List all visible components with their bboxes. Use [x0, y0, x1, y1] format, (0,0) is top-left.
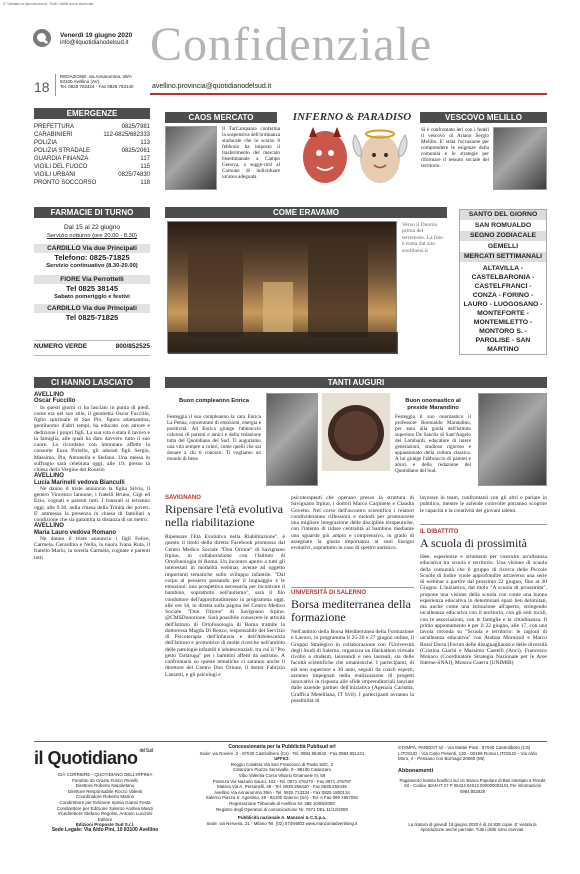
article1-col2: psicoterapeuti che operano presso la struttura di Savignano Irpino, i dottori Marco Carpinete e Claudia Govetto. Nel corso dell'incontro scientifico i relatori condivideranno riflessioni e metodi per promuovere una migliore integrazione delle discipline terapeutiche, con l'intento di ridare centralità al bambino mediante uno sguardo più ampio e comprensivo, in grado di assegnare la giusta importanza ai suoi bisogni evolutivi, soprattutto in caso di spettro autistico. — [291, 495, 414, 551]
copyright-note: © Vietata la riproduzione. Tutti i diritti sono riservati — [3, 1, 94, 6]
footer-publicity: Concessionaria per la Pubblicità Publisud srl Sede: via Rovere, 2 - 87040 Castrolibero (Cs) - Tel. 0984 854042 - Fax 0984 851241 UFFICI: Reggio Calabria Via San Francesco di Paola 16/C, 2 Catanzaro Piazza Serravalle, 9 - 88100 Catanzaro Vibo Valentia Corso Vittorio Emanuele III, 58 Potenza Via Nazario Sauro, 102 - Tel. 0971 476470 - Fax 0971 476797 Matera Via A. Persanelli, 48 - Tel. 0835 256440 - Fax 0835 256446 Avellino Via Annarumma 39/A - Tel. 0825 713334 - Fax 0825 1800134 Salerno Piazza S. Agostino, 29 - 84100 Salerno (SA) - Tel. e Fax 089 2967081 Registrazione Tribunale di Avellino Nr. 388 10/05/2000 Registro degli Operatori di comunicazione Nr. 7671 DEL 11/12/2000 Pubblicità nazionale A. Manzoni & C.S.p.a. Sede: via Nervesa, 21 - Milano Tel. (02) 57494802 www.manzoniadvertising.it — [199, 744, 365, 826]
quotidiano-logo-icon — [33, 29, 51, 47]
pharmacy-name: CARDILLO Via due Principati — [34, 304, 150, 313]
inferno-paradiso-header: INFERNO & PARADISO — [292, 111, 412, 123]
emergenze-list: PREFETTURA 0825/7981 CARABINIERI 112-0825/682333 POLIZIA 113 POLIZIA STRADALE 0825/2061 GUARDIA FINANZA 117 VIGILI DEL FUOCO 115 VIGILI URBANI 0825/74830 PRONTO SOCCORSO 118 — [34, 124, 150, 186]
vescovo-header: VESCOVO MELILLO — [420, 112, 547, 123]
article3-headline: A scuola di prossimità — [420, 536, 527, 550]
cake-illustration — [322, 393, 390, 471]
pharmacy-phone: Tel 0825 38145 — [66, 284, 118, 293]
footer-rule — [34, 741, 547, 742]
footer-stampa: STAMPA: PANEDIT srl - Via Mattei Prati - 87040 Castrolibero (CS) LITOSUD - Via Carlo Pesenti, 130 - 00156 Roma LITOSUD - Via Aldo Moro, 4 - Pessano con Bornago 20060 (MI) — [398, 745, 537, 762]
farmacie-service: Servizio notturno (ore 20.00 - 8.30) — [47, 233, 137, 239]
tiratura-text: La tiratura di giovedì 18 giugno 2020 è di 24.838 copie. E' vietata la riproduzione anche parziale. Tutti i diritti sono riservati. — [408, 822, 537, 833]
pharmacy-phone: Tel 0825-71825 — [65, 313, 119, 322]
farmacie-list — [34, 244, 150, 322]
article1-headline: Ripensare l'età evolutiva nella riabilitazione — [165, 502, 284, 529]
auguri-left-head: Buon compleanno Enrica — [179, 398, 249, 404]
markets-list: ALTAVILLA - CASTELBARONIA - CASTELFRANCI - CONZA - FORINO - LAURO - LUOGOSANO - MONTEFORTE - MONTEMILETTO - MONTORO S. - PAROLISE - SAN MARTINO — [463, 265, 543, 353]
pharmacy-name: FIORE Via Perrottelli — [34, 275, 150, 284]
caos-mercato-text: Il TarCampania conferma la sospensiva dell'ordinanza sindacale che lo scorso 8 febbraio ha imposto il trasferimento del mercato bisettimanale a Campo Genova, a sugge-rirsi al Comune di individuare un'area adeguata — [222, 126, 280, 180]
farmacie-header: FARMACIE DI TURNO — [34, 207, 150, 218]
pharmacy-phone: Telefono: 0825-71825 — [54, 253, 130, 262]
page-title: Confidenziale — [150, 18, 433, 71]
devil-angel-illustration — [295, 125, 410, 190]
auguri-header: TANTI AUGURI — [165, 377, 547, 388]
farmacie-period: Dal 15 al 22 giugno — [63, 224, 120, 231]
auguri-right-head: Buon onomastico al preside Marandino — [405, 398, 461, 411]
santo-name: SAN ROMUALDO — [474, 222, 532, 229]
auguri-left-text: Festeggia il suo compleanno la cara Enrica La Penna, concentrato di emozioni, energia e positività. Ad Enrica giunge l'abbraccio calorosi di parenti e amici e della redazione tutta del Quotidiano del Sud. Ti auguriamo una vita sempre a colori, come quelli che sai donare a chi ti conosce. Ti vogliamo un mondo di bene. — [167, 414, 261, 462]
come-eravamo-header: COME ERAVAMO — [165, 207, 447, 218]
pharmacy-note: Sabato pomeriggio e festivi — [54, 294, 130, 300]
lasciato-entries: AVELLINO Oscar Fuccillo In questi giorni ci ha lasciato in punta di piedi, come era nel suo stile, il geometra Oscar Fuccillo, figlio spirituale di San Pio, figura adamantina, gentiluomo d'altri tempi, ha educato con amore e dedizione i propri figli. La sua vita è stata il lavoro e la famiglia, alle quali ha dato davvero tutto il suo cuore. Lo ricordano con immutato affetto la consorte Enza Pirrello, gli adorati figli Sergio, Massimo, Pia, Antonella e Stefano. Una messa in suffragio sarà celebrata oggi, alle 19, presso la chiesa della Vergine del Rosario AVELLINO Lucia Marinelli vedova Bianculli Ne danno il triste annuncio la figlia Silvia, il genero Vincenzo Iannone, i fratelli Bruno, Gigi ed Ezio, cognati e parenti tutti. I funerali si terranno oggi, alle 9.30, nella chiesa della Trinità dei poveri. E' ammessa la presenza in chiesa di familiari a condizione che sia garantita la distanza di un metro. AVELLINO Maria Lauro vedova Romano Ne danno il triste annuncio i figli Felice, Carmela, Gerardina e Nella, la nuora Ivana Ruta, il fratello Mario, la sorella Carmela, cognate e parenti tutti — [34, 392, 150, 561]
lasciato-header: CI HANNO LASCIATO — [34, 377, 150, 388]
divider — [34, 340, 150, 341]
article1-col1: Ripensare l'Età Evolutiva nella Riabilitazione", è questo il titolo della diretta Facebook promossa dal Centro Medico Sociale "Don Orione" di Savignano Irpino, in collaborazione con l'Istituto di Ortofonologia di Roma. Un incontro aperto a tutti gli interessati in modalità webinar, avente ad oggetto importanti tematiche sullo sviluppo infantile. "Dal corpo al pensiero passando per il linguaggio e le emozioni: una prospettiva necessaria per incontrare il bambino, soprattutto nell'autismo", sarà il filo conduttore dell'approfondimento in programma oggi, alle ore 18, in diretta sulla pagina del Centro Medico Sociale "Don Orione" di Savignano Irpino. @CMSDonorione. Sarà possibile conoscere le attività dell'Istituto di Ortofonologia di Roma tramite la dottoressa Magda Di Renzo, responsabile del Servizio di Psicoterapia dell'Infanzia e dell'Adolescenza dell'Istituto e promotrice di molte ricerche nell'ambito delle patologie infantili e adolescenziali, tra cui il "Pro getto Tartaruga" per i bambini affetti da autismo. A confrontarsi su queste tematiche ci saranno anche il direttore del Centro Don Orione, il dottor Fabrizio Lanzetti, e gli psicologi e — [165, 534, 285, 678]
article3-kicker: IL DIBATTITO — [420, 529, 459, 535]
footer-logo: il Quotidiano $^{del Sud}$ — [34, 748, 153, 768]
article1-kicker: SAVIGNANO — [165, 495, 201, 501]
redazione-info: REDAZIONE: via Annarumma, 39/A 83100 Avellino (AV) Tel. 0825 783424 - Fax 0825 783140 — [60, 74, 134, 90]
footer-staff: GIÀ CORRIERE - QUOTIDIANO DELL'IRPINIA Fondato da Orazio Fusco Pirrello Direttore Roberto Napoletano Direttore Responsabile Rocco Valenti Coordinatore Roberto Marino Condirettore per Edizione Irpinia Gianni Festa Condirettore per Edizione Salerno Andrea Manzi Vicedirettore Stefano Regolini, Antonio Lucchini Editore Edizioni Proposte Sud S.r.l. Sede Legale: Via Aldo Pini, 10 83100 Avellino — [51, 772, 159, 833]
caos-mercato-header: CAOS MERCATO — [165, 112, 277, 123]
article2-text: Nell'ambito della Borsa Mediterranea della Formazione e Lavoro, in programma il 25-26 e 27 giugno online, il Gruppo Strategico in collaborazione con l'Università degli Studi di Salerno, organizza un Hackathon virtuale rivolto a studenti, laureandi e neo laureati, sia delle facoltà scientifiche che umanistiche. I partecipanti, di età non superiore a 30 anni, seguiti da coach esperti, saranno impegnati nella realizzazione di progetti innovativi in risposta alle sfide imprenditoriali lanciate dalle aziende partner dell'iniziativa (Agenzia Carisma, Graffica Metelliana, IT Svil). I partecipanti avranno la possibilità di — [291, 629, 414, 704]
article2-headline: Borsa mediterranea della formazione — [291, 597, 411, 624]
emergenze-header: EMERGENZE — [34, 108, 150, 119]
markets-header: MERCATI SETTIMANALI — [460, 252, 546, 262]
auguri-right-text: Festeggia il suo onomastico il professore Romualdo Marandino, per anni alla guida dell'istituto superiore De Sanctis di Sant'Angelo dei Lombardi, educatore di intere generazioni, studioso rigoroso e appassionato della cultura classica. A lui giunge l'abbraccio di parenti e amici e della redazione del Quotidiano del Sud. — [395, 414, 471, 474]
provincia-email[interactable]: avellino.provincia@quotidianodelsud.it — [152, 83, 272, 90]
vescovo-text: Si è confrontato ieri con i fedeli il vescovo di Ariano Sergio Melillo. E' stata l'occasione per comprendere le esigenze della comunità e le strategie per riformare il tessuto sociale del territorio. — [421, 127, 489, 169]
divider — [291, 587, 414, 588]
enrica-photo — [266, 393, 318, 486]
divider — [34, 355, 150, 356]
abbonamenti-text: Pagamento tramite bonifico sul c/c Banca Popolare di Bari intestato a Finedit Srl - Codice IBAN IT 27 P 05424 04012 000000003101 Per informazioni 0984.852828 — [399, 778, 546, 794]
article3-text: Idee, esperienze e strumenti per costruire un'alleanza educativa tra scuola e territorio. Una visione di scuola della comunità che il gruppo di ricerca delle Piccole Scuole di Indire vuole approfondire attraverso una serie di webinar a partire dal prossimo 22 giugno, fino al 30 Giugno. L'iniziativa, dal titolo "A scuola di prossimità", propone una visione della scuola con come una buona esperienza educativa in determinati spazi ben delimitati, ma anche come una istituzione all'aperto, stringendo un'alleanza educativa con il territorio, con gli enti locali, con le associazioni, con le famiglie e la cittadinanza. Il primo appuntamento è per il 22 giugno, alle 17, con una tavola rotonda su "Scuola e territorio: le ragioni di un'alleanza educativa" con Andrea Morniroli e Marco Rossi Doria (Forum delle disuguaglianze e delle diversità (Cristina Giachi e Massimo Castelli (Anci), Francesco Monaco (Coordinatore Strategia Nazionale per le Aree Interne-SNAI), Monica Guerra (UNIMIB) — [420, 554, 547, 667]
historic-photo — [167, 221, 397, 353]
article3-lead: lavorare in team, confrontarsi con gli altri e parlare in pubblico, mentre le aziende coinvolte potranno scoprire le capacità e la creatività dei giovani talenti. — [420, 495, 547, 514]
issue-date: Venerdì 19 giugno 2020 — [60, 32, 133, 39]
divider — [420, 524, 547, 525]
santo-header: SANTO DEL GIORNO — [460, 210, 546, 220]
header-email[interactable]: info@ilquotidianodelsud.it — [60, 40, 129, 46]
divider — [55, 74, 56, 96]
abbonamenti-label: Abbonamenti — [398, 768, 434, 774]
zodiac-header: SEGNO ZODIACALE — [460, 231, 546, 241]
pharmacy-note: Servizio continuativo (8.30-20.00) — [46, 263, 138, 269]
header-rule — [150, 93, 547, 95]
vescovo-photo — [493, 127, 547, 190]
article2-kicker: UNIVERSITÀ DI SALERNO — [291, 590, 367, 596]
market-photo — [165, 126, 217, 190]
zodiac-sign: GEMELLI — [487, 243, 519, 250]
marandino-photo — [478, 393, 547, 486]
pharmacy-name: CARDILLO Via due Principati — [34, 244, 150, 253]
page-number: 18 — [34, 79, 50, 95]
numero-verde: NUMERO VERDE 800/852525 — [34, 343, 150, 350]
santo-box — [459, 209, 547, 355]
come-eravamo-caption: Verso il Duomo prima del terremoto. La foto è tratta dal sito avellinesi.it — [402, 222, 443, 254]
